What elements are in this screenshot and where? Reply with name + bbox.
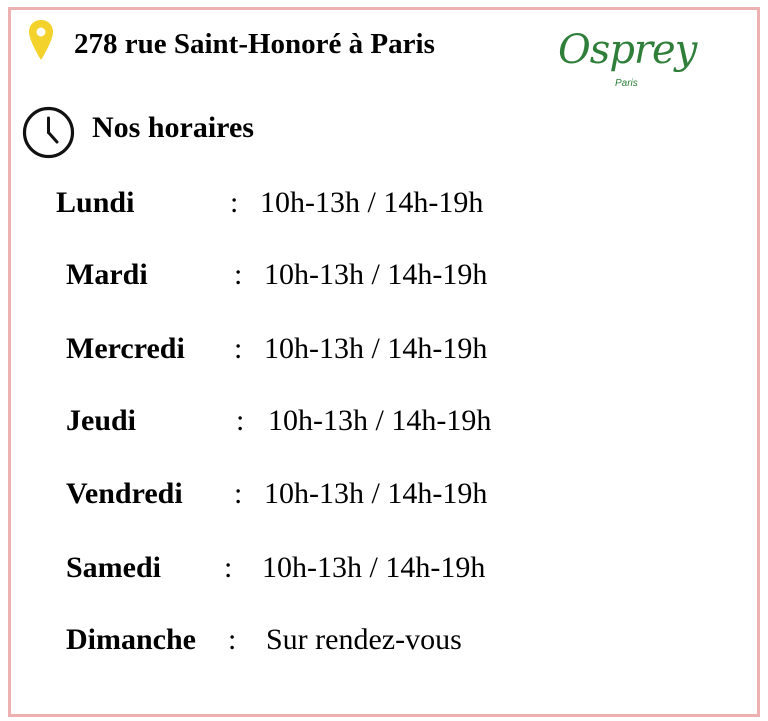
separator: :: [234, 477, 243, 510]
brand-logo-subtitle: Paris: [615, 78, 638, 89]
time-range: 10h-13h / 14h-19h: [268, 404, 492, 437]
time-range: 10h-13h / 14h-19h: [262, 551, 486, 584]
hours-row-mercredi: [66, 334, 546, 370]
hours-row-dimanche: [66, 625, 546, 661]
separator: :: [234, 332, 243, 365]
day-label: Vendredi: [66, 477, 183, 510]
hours-row-lundi: [56, 188, 536, 224]
brand-logo-wordmark: Osprey: [558, 27, 697, 73]
separator: :: [224, 551, 233, 584]
clock-icon: [22, 106, 75, 159]
day-label: Jeudi: [66, 404, 137, 437]
hours-row-samedi: [66, 553, 546, 589]
hours-title: Nos horaires: [92, 111, 254, 144]
time-range: 10h-13h / 14h-19h: [260, 186, 484, 219]
day-label: Samedi: [66, 551, 162, 584]
day-label: Dimanche: [66, 623, 196, 656]
time-range: 10h-13h / 14h-19h: [264, 332, 488, 365]
hours-row-mardi: [66, 260, 546, 296]
day-label: Lundi: [56, 186, 135, 219]
hours-row-vendredi: [66, 479, 546, 515]
separator: :: [228, 623, 237, 656]
separator: :: [236, 404, 245, 437]
time-range: 10h-13h / 14h-19h: [264, 477, 488, 510]
separator: :: [234, 258, 243, 291]
location-pin-icon: [28, 19, 54, 61]
brand-logo: [554, 26, 697, 98]
store-address: 278 rue Saint-Honoré à Paris: [74, 28, 435, 60]
day-label: Mardi: [66, 258, 148, 291]
time-range: 10h-13h / 14h-19h: [264, 258, 488, 291]
time-range: Sur rendez-vous: [266, 623, 462, 656]
separator: :: [230, 186, 239, 219]
day-label: Mercredi: [66, 332, 185, 365]
hours-row-jeudi: [66, 406, 546, 442]
